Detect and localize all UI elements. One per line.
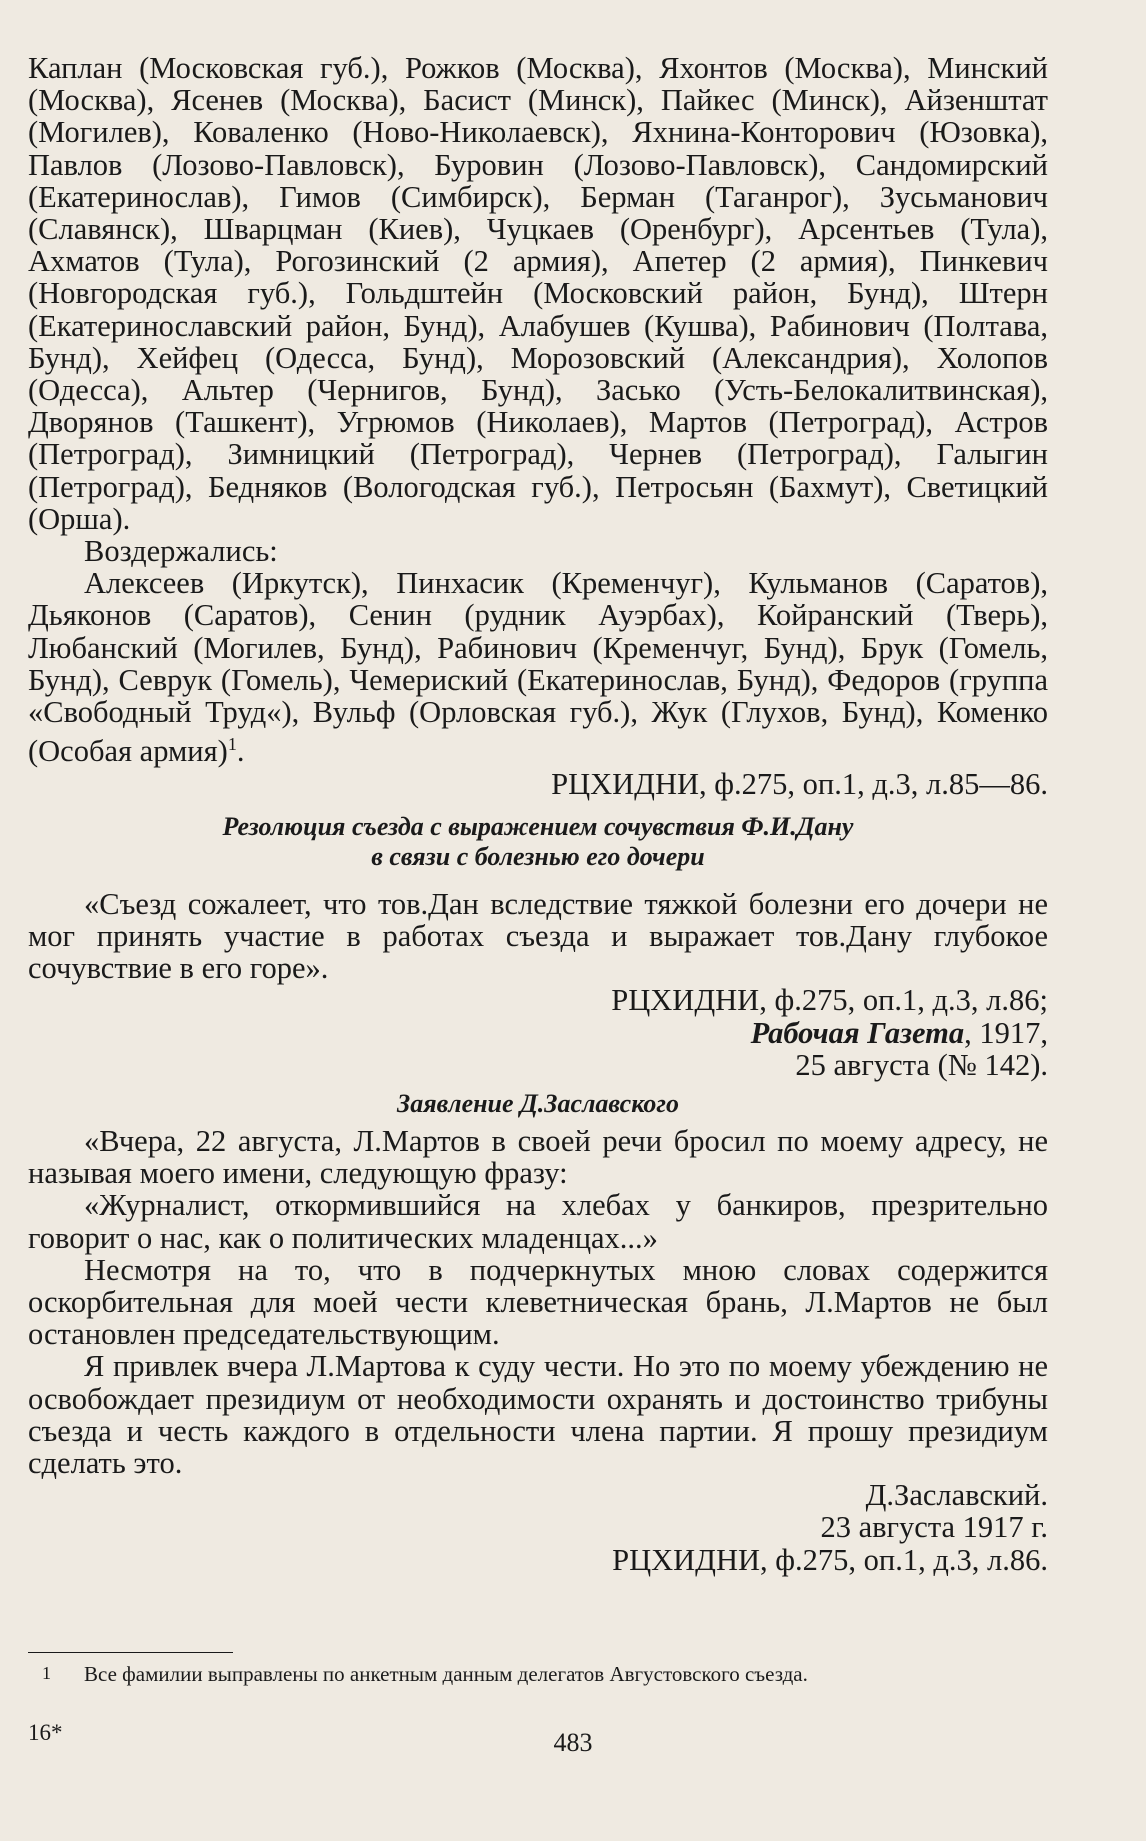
footnote-ref: 1 [227, 734, 237, 755]
abstained-names: Алексеев (Иркутск), Пинхасик (Кременчуг), Кульманов (Саратов), Дьяконов (Саратов), Сенин (рудник Ауэрбах), Койранский (Тверь), Любанский (Могилев, Бунд), Рабинович (Кременчуг, Бунд), Брук (Гомель, Бунд), Севрук (Гомель), Чемериский (Екатеринослав, Бунд), Федоров (группа «Свободный Труд«), Вульф (Орловская губ.), Жук (Глухов, Бунд), Коменко (Особая армия) [28, 566, 1048, 769]
archive-source-1: РЦХИДНИ, ф.275, оп.1, д.3, л.85—86. [551, 766, 1048, 801]
statement-paragraph-3: Несмотря на то, что в подчеркнутых мною словах содержится оскорбительная для моей чести клеветническая брань, Л.Мартов не был остановлен председательствующим. [28, 1252, 1048, 1352]
signature-mark: 16* [28, 1720, 63, 1745]
archive-source-3: РЦХИДНИ, ф.275, оп.1, д.3, л.86. [612, 1542, 1048, 1577]
signature-date: 23 августа 1917 г. [820, 1510, 1048, 1545]
statement-paragraph-1: «Вчера, 22 августа, Л.Мартов в своей речи бросил по моему адресу, не называя моего имени, следующую фразу: [28, 1124, 1048, 1191]
resolution-text: «Съезд сожалеет, что тов.Дан вследствие тяжкой болезни его дочери не мог принять участие в работах съезда и выражает тов.Дану глубокое сочувствие в его горе». [28, 886, 1048, 986]
page-number: 483 [553, 1728, 593, 1757]
signature: Д.Заславский. [865, 1478, 1048, 1513]
resolution-heading-line1: Резолюция съезда с выражением сочувствия Ф.И.Дану [222, 811, 854, 841]
newspaper-name: Рабочая Газета [750, 1015, 965, 1050]
abstained-end: . [236, 734, 245, 769]
voters-list: Каплан (Московская губ.), Рожков (Москва), Яхонтов (Москва), Минский (Москва), Ясенев (Москва), Басист (Минск), Пайкес (Минск), Айзенштат (Могилев), Коваленко (Ново-Николаевск), Яхнина-Конторович (Юзовка), Павлов (Лозово-Павловск), Буровин (Лозово-Павловск), Сандомирский (Екатеринослав), Гимов (Симбирск), Берман (Таганрог), Зусьманович (Славянск), Шварцман (Киев), Чуцкаев (Оренбург), Арсентьев (Тула), Ахматов (Тула), Рогозинский (2 армия), Апетер (2 армия), Пинкевич (Новгородская губ.), Гольдштейн (Московский район, Бунд), Штерн (Екатеринославский район, Бунд), Алабушев (Кушва), Рабинович (Полтава, Бунд), Хейфец (Одесса, Бунд), Морозовский (Александрия), Холопов (Одесса), Альтер (Чернигов, Бунд), Засько (Усть-Белокалитвинская), Дворянов (Ташкент), Угрюмов (Николаев), Мартов (Петроград), Астров (Петроград), Зимницкий (Петроград), Чернев (Петроград), Галыгин (Петроград), Бедняков (Вологодская губ.), Петросьян (Бахмут), Светицкий (Орша). [28, 51, 1048, 536]
resolution-heading-line2: в связи с болезнью его дочери [371, 841, 705, 871]
footnote-divider [28, 1652, 233, 1653]
statement-paragraph-4: Я привлек вчера Л.Мартова к суду чести. Но это по моему убеждению не освобождает президиум от необходимости охранять и достоинство трибуны съезда и честь каждого в отдельности члена партии. Я прошу президиум сделать это. [28, 1349, 1048, 1481]
abstained-label: Воздержались: [84, 534, 278, 569]
footnote [28, 1660, 1088, 1687]
statement-quote: «Журналист, откормившийся на хлебах у банкиров, презрительно говорит о нас, как о политических младенцах...» [28, 1188, 1048, 1255]
archive-source-2: РЦХИДНИ, ф.275, оп.1, д.3, л.86; [611, 983, 1048, 1018]
footnote-text: Все фамилии выправлены по анкетным данным делегатов Августовского съезда. [84, 1662, 808, 1686]
abstained-list [28, 567, 1048, 767]
newspaper-source [28, 1017, 1048, 1049]
footnote-mark: 1 [42, 1663, 51, 1683]
newspaper-date: 25 августа (№ 142). [795, 1047, 1048, 1082]
resolution-heading [28, 812, 1048, 872]
main-text [28, 52, 1048, 1576]
statement-heading: Заявление Д.Заславского [396, 1089, 680, 1119]
newspaper-year: , 1917, [964, 1015, 1048, 1050]
